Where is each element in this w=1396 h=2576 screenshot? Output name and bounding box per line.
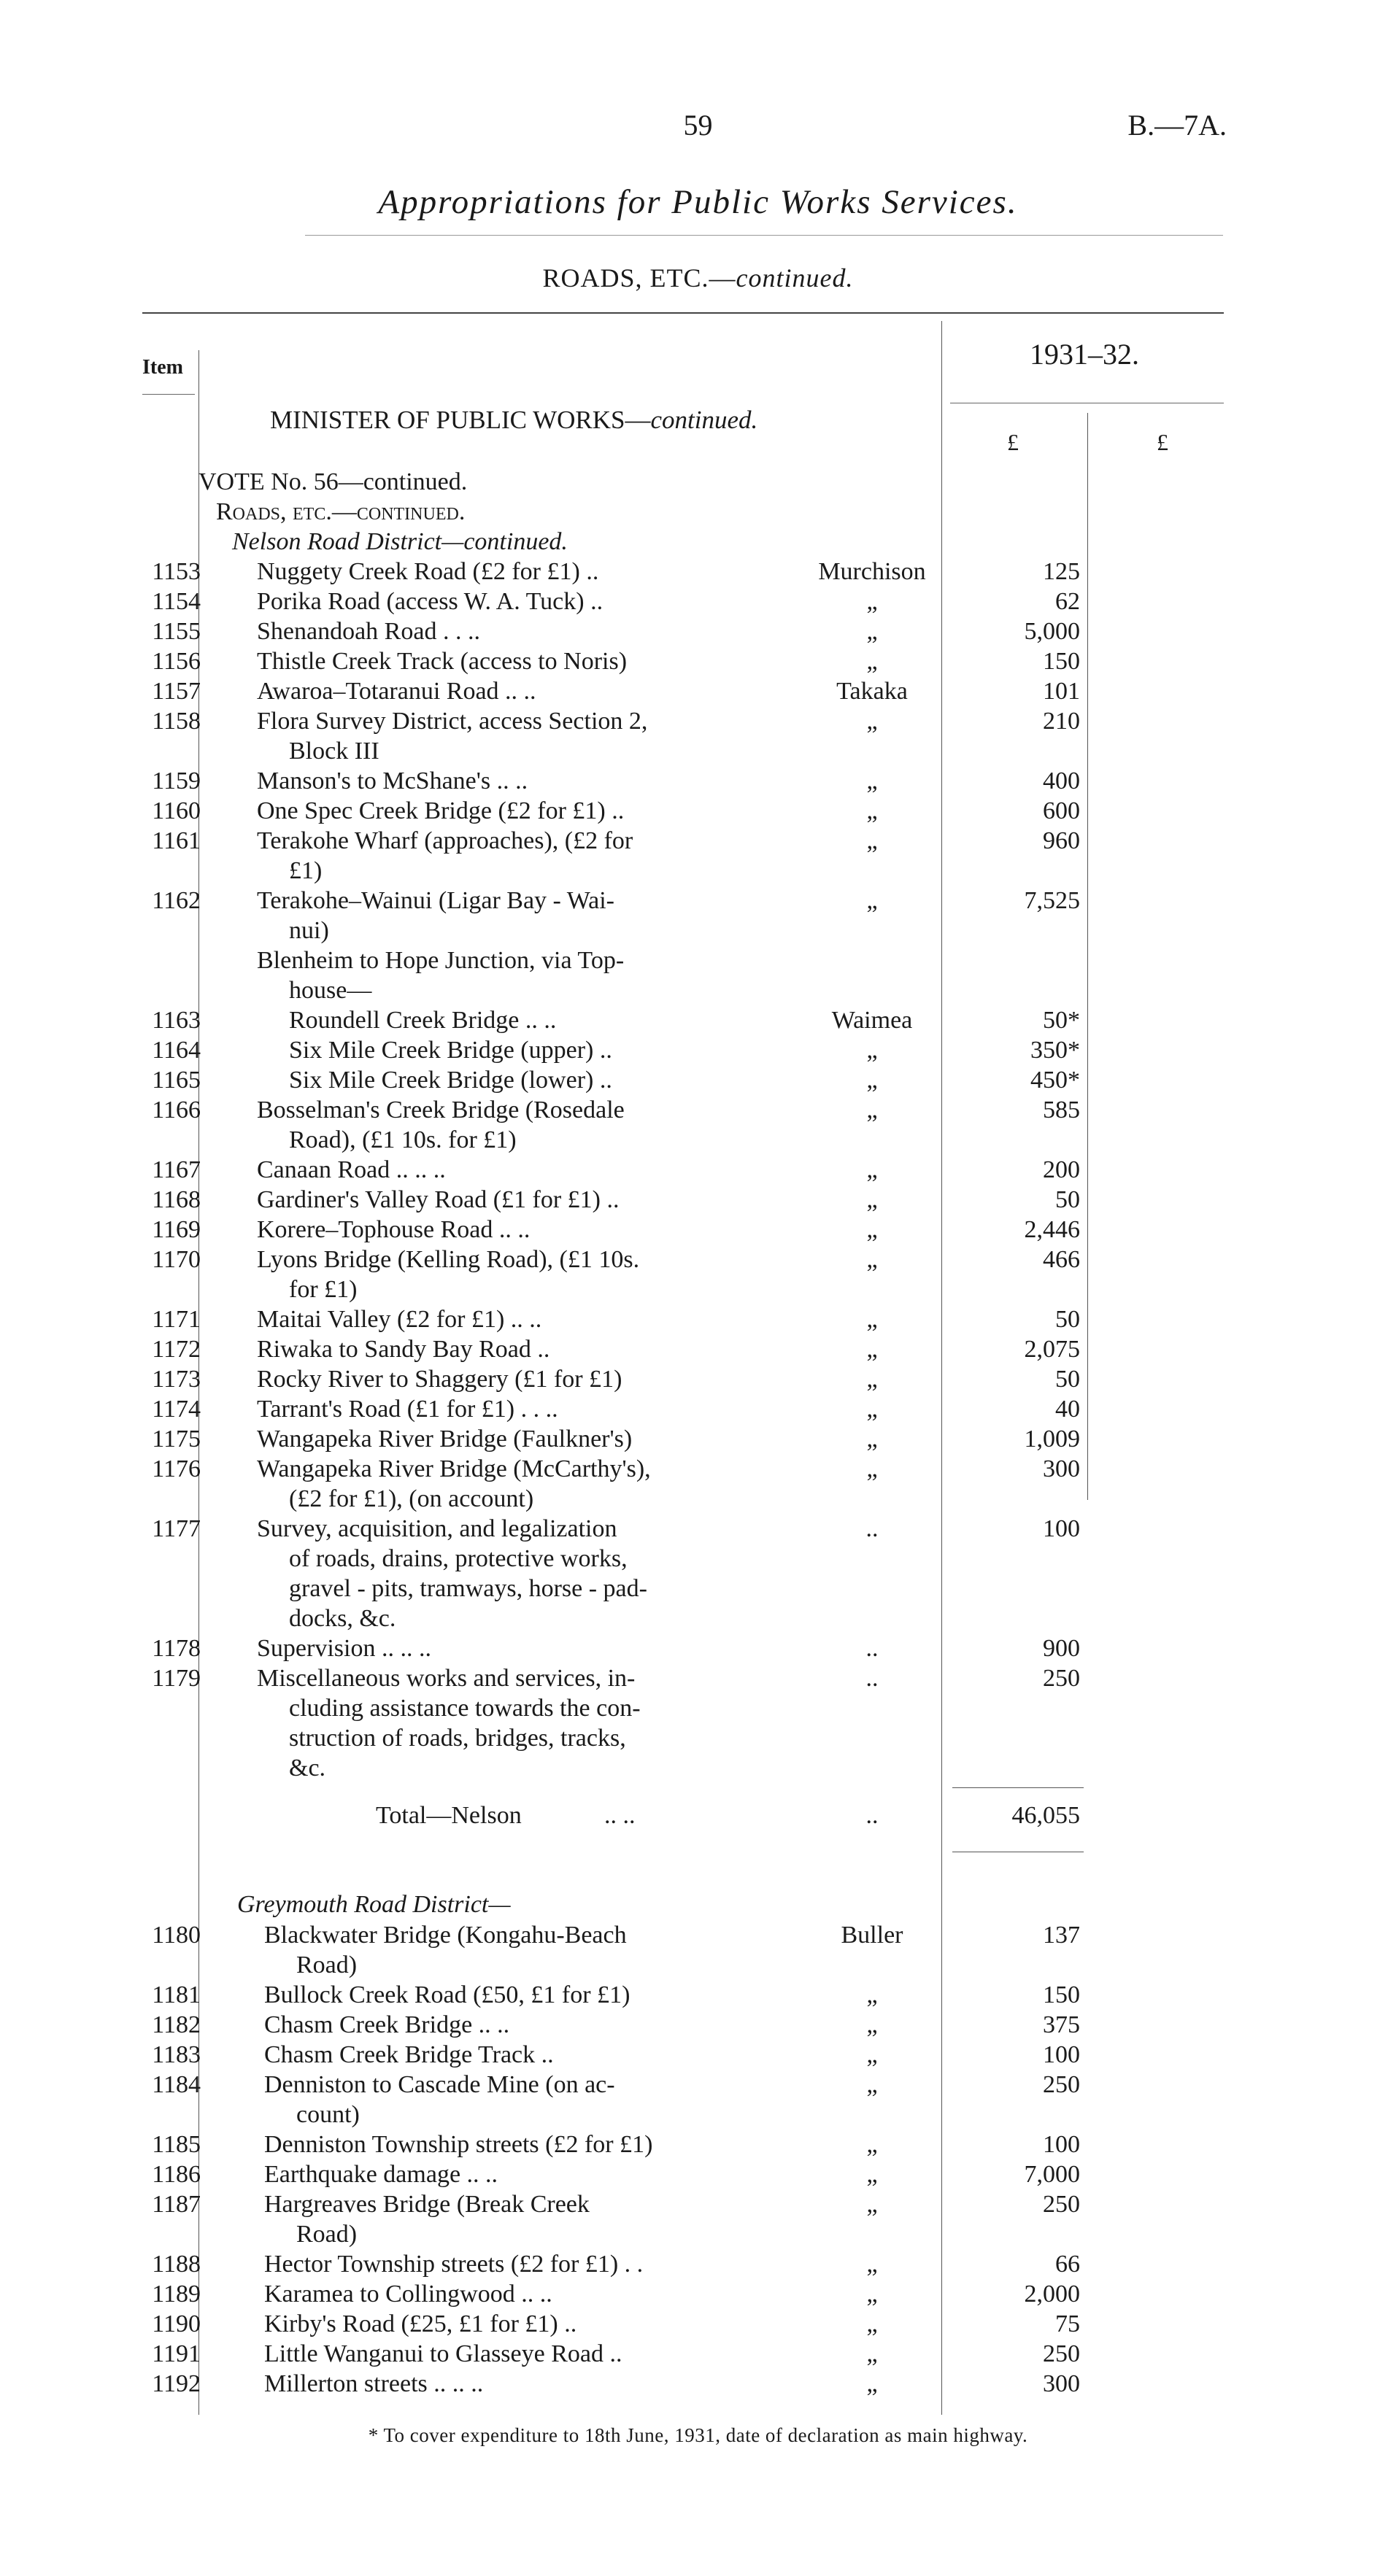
item-location: „ <box>866 767 878 794</box>
item-description: Wangapeka River Bridge (Faulkner's) <box>257 1426 633 1453</box>
minister-italic: continued. <box>650 406 758 434</box>
total-amount: 46,055 <box>1011 1802 1080 1829</box>
item-number: 1176 <box>152 1455 201 1482</box>
item-description: Supervision .. .. .. <box>257 1635 431 1662</box>
item-location: Takaka <box>836 678 908 705</box>
item-location: „ <box>866 1366 878 1393</box>
item-description: of roads, drains, protective works, <box>289 1545 628 1572</box>
item-description: Shenandoah Road . . .. <box>257 618 480 645</box>
item-amount: 2,446 <box>1024 1216 1080 1243</box>
item-number: 1161 <box>152 827 201 854</box>
item-location: „ <box>866 1216 878 1243</box>
item-location: „ <box>866 1186 878 1213</box>
item-description: Six Mile Creek Bridge (lower) .. <box>289 1067 612 1094</box>
subtitle-italic: continued. <box>736 263 854 293</box>
item-amount: 600 <box>1043 797 1080 824</box>
item-amount: 350* <box>1030 1037 1080 1064</box>
item-location: .. <box>865 1515 879 1542</box>
item-amount: 100 <box>1043 2131 1080 2158</box>
item-description: Blenheim to Hope Junction, via Top- <box>257 947 625 974</box>
item-description: Flora Survey District, access Section 2, <box>257 708 648 735</box>
item-description: nui) <box>289 917 329 944</box>
item-number: 1188 <box>152 2251 201 2278</box>
item-location: „ <box>866 1336 878 1363</box>
item-description: Terakohe Wharf (approaches), (£2 for <box>257 827 633 854</box>
item-column-header: Item <box>142 356 183 379</box>
item-location: „ <box>866 1096 878 1123</box>
item-amount: 2,075 <box>1024 1336 1080 1363</box>
item-location: „ <box>866 648 878 675</box>
item-description: Road), (£1 10s. for £1) <box>289 1126 517 1153</box>
item-amount: 585 <box>1043 1096 1080 1123</box>
item-number: 1156 <box>152 648 201 675</box>
item-description: house— <box>289 977 372 1004</box>
item-amount: 450* <box>1030 1067 1080 1094</box>
document-reference: B.—7A. <box>1127 109 1227 142</box>
currency-label-col2: £ <box>1157 429 1168 455</box>
item-location: „ <box>866 2131 878 2158</box>
item-amount: 40 <box>1055 1396 1080 1423</box>
item-description: Road) <box>296 2221 358 2248</box>
item-description: struction of roads, bridges, tracks, <box>289 1725 626 1752</box>
item-number: 1168 <box>152 1186 201 1213</box>
item-description: Lyons Bridge (Kelling Road), (£1 10s. <box>257 1246 640 1273</box>
item-location: „ <box>866 1156 878 1183</box>
item-amount: 50* <box>1043 1007 1080 1034</box>
district-heading-greymouth: Greymouth Road District— <box>237 1891 511 1918</box>
item-number: 1162 <box>152 887 201 914</box>
item-number: 1158 <box>152 708 201 735</box>
item-amount: 250 <box>1043 1665 1080 1692</box>
item-number: 1159 <box>152 767 201 794</box>
item-location: „ <box>866 2340 878 2367</box>
page-number: 59 <box>683 109 713 142</box>
total-location: .. <box>865 1802 879 1829</box>
item-description: Korere–Tophouse Road .. .. <box>257 1216 531 1243</box>
item-amount: 50 <box>1055 1306 1080 1333</box>
item-number: 1153 <box>152 558 201 585</box>
item-description: Earthquake damage .. .. <box>264 2161 498 2188</box>
item-description: Millerton streets .. .. .. <box>264 2370 484 2397</box>
minister-heading <box>270 406 757 435</box>
item-description: Roundell Creek Bridge .. .. <box>289 1007 557 1034</box>
item-amount: 7,000 <box>1024 2161 1080 2188</box>
item-location: „ <box>866 618 878 645</box>
year-column-header: 1931–32. <box>1030 338 1139 371</box>
subtitle-main: ROADS, ETC.— <box>542 263 736 293</box>
item-amount: 250 <box>1043 2191 1080 2218</box>
item-location: „ <box>866 1396 878 1423</box>
item-amount: 2,000 <box>1024 2281 1080 2308</box>
item-amount: 900 <box>1043 1635 1080 1662</box>
item-description: Riwaka to Sandy Bay Road .. <box>257 1336 550 1363</box>
item-number: 1181 <box>152 1981 201 2008</box>
item-location: „ <box>866 1067 878 1094</box>
item-amount: 466 <box>1043 1246 1080 1273</box>
item-location: „ <box>866 2161 878 2188</box>
item-number: 1166 <box>152 1096 201 1123</box>
item-amount: 200 <box>1043 1156 1080 1183</box>
item-description: for £1) <box>289 1276 358 1303</box>
item-location: .. <box>865 1635 879 1662</box>
item-number: 1171 <box>152 1306 201 1333</box>
item-description: Survey, acquisition, and legalization <box>257 1515 617 1542</box>
item-number: 1192 <box>152 2370 201 2397</box>
footnote: * To cover expenditure to 18th June, 1931, date of declaration as main highway. <box>368 2424 1028 2446</box>
item-amount: 150 <box>1043 648 1080 675</box>
title-rule <box>305 235 1223 236</box>
item-amount: 300 <box>1043 2370 1080 2397</box>
item-description: Chasm Creek Bridge .. .. <box>264 2011 510 2038</box>
item-location: Murchison <box>818 558 926 585</box>
vote-heading: VOTE No. 56—continued. <box>198 468 468 495</box>
item-amount: 100 <box>1043 1515 1080 1542</box>
item-location: „ <box>866 2310 878 2337</box>
item-amount: 250 <box>1043 2340 1080 2367</box>
district-heading-nelson: Nelson Road District—continued. <box>232 528 568 555</box>
item-location: „ <box>866 2011 878 2038</box>
total-top-rule <box>952 1787 1084 1788</box>
item-number: 1174 <box>152 1396 201 1423</box>
item-location: „ <box>866 2370 878 2397</box>
item-description: Chasm Creek Bridge Track .. <box>264 2041 554 2068</box>
item-amount: 137 <box>1043 1922 1080 1949</box>
item-number: 1184 <box>152 2071 201 2098</box>
item-amount: 62 <box>1055 588 1080 615</box>
item-location: „ <box>866 1455 878 1482</box>
item-number: 1187 <box>152 2191 201 2218</box>
currency-label-col1: £ <box>1007 429 1019 455</box>
item-amount: 300 <box>1043 1455 1080 1482</box>
item-amount: 960 <box>1043 827 1080 854</box>
item-description: Bullock Creek Road (£50, £1 for £1) <box>264 1981 630 2008</box>
item-number: 1157 <box>152 678 201 705</box>
item-description: Maitai Valley (£2 for £1) .. .. <box>257 1306 542 1333</box>
item-description: Block III <box>289 738 379 765</box>
item-location: „ <box>866 887 878 914</box>
minister-main: MINISTER OF PUBLIC WORKS— <box>270 406 651 434</box>
item-amount: 50 <box>1055 1186 1080 1213</box>
item-description: docks, &c. <box>289 1605 396 1632</box>
item-description: Road) <box>296 1952 358 1979</box>
item-description: Thistle Creek Track (access to Noris) <box>257 648 628 675</box>
item-location: „ <box>866 1037 878 1064</box>
item-location: „ <box>866 1426 878 1453</box>
item-amount: 101 <box>1043 678 1080 705</box>
item-location: „ <box>866 588 878 615</box>
item-number: 1160 <box>152 797 201 824</box>
item-header-rule <box>142 394 195 395</box>
item-description: cluding assistance towards the con- <box>289 1695 641 1722</box>
item-description: Canaan Road .. .. .. <box>257 1156 446 1183</box>
roads-heading: Roads, etc.—continued. <box>216 498 466 525</box>
item-description: Little Wanganui to Glasseye Road .. <box>264 2340 622 2367</box>
item-amount: 400 <box>1043 767 1080 794</box>
item-description: Rocky River to Shaggery (£1 for £1) <box>257 1366 622 1393</box>
item-number: 1177 <box>152 1515 201 1542</box>
item-location: „ <box>866 2191 878 2218</box>
item-location: .. <box>865 1665 879 1692</box>
item-number: 1155 <box>152 618 201 645</box>
item-amount: 210 <box>1043 708 1080 735</box>
total-label: Total—Nelson <box>376 1802 522 1829</box>
item-location: „ <box>866 2251 878 2278</box>
item-number: 1163 <box>152 1007 201 1034</box>
item-number: 1180 <box>152 1922 201 1949</box>
item-number: 1178 <box>152 1635 201 1662</box>
item-amount: 150 <box>1043 1981 1080 2008</box>
item-number: 1190 <box>152 2310 201 2337</box>
item-description: £1) <box>289 857 323 884</box>
item-location: „ <box>866 797 878 824</box>
item-location: Buller <box>841 1922 903 1949</box>
page-title: Appropriations for Public Works Services. <box>378 183 1018 221</box>
item-number: 1164 <box>152 1037 201 1064</box>
item-description: Wangapeka River Bridge (McCarthy's), <box>257 1455 651 1482</box>
item-number: 1179 <box>152 1665 201 1692</box>
item-number: 1185 <box>152 2131 201 2158</box>
item-number: 1167 <box>152 1156 201 1183</box>
item-location: „ <box>866 2281 878 2308</box>
item-number: 1169 <box>152 1216 201 1243</box>
item-number: 1154 <box>152 588 201 615</box>
item-amount: 250 <box>1043 2071 1080 2098</box>
item-description: Six Mile Creek Bridge (upper) .. <box>289 1037 612 1064</box>
item-location: „ <box>866 1246 878 1273</box>
item-description: Denniston Township streets (£2 for £1) <box>264 2131 653 2158</box>
item-description: Terakohe–Wainui (Ligar Bay - Wai- <box>257 887 614 914</box>
item-description: One Spec Creek Bridge (£2 for £1) .. <box>257 797 625 824</box>
item-number: 1173 <box>152 1366 201 1393</box>
item-location: „ <box>866 1306 878 1333</box>
item-amount: 100 <box>1043 2041 1080 2068</box>
item-number: 1186 <box>152 2161 201 2188</box>
item-description: Blackwater Bridge (Kongahu-Beach <box>264 1922 627 1949</box>
item-description: Tarrant's Road (£1 for £1) . . .. <box>257 1396 558 1423</box>
item-description: Nuggety Creek Road (£2 for £1) .. <box>257 558 599 585</box>
amount-column-rule <box>1087 413 1088 1500</box>
item-location: „ <box>866 2071 878 2098</box>
item-description: Miscellaneous works and services, in- <box>257 1665 636 1692</box>
item-description: Porika Road (access W. A. Tuck) .. <box>257 588 603 615</box>
item-description: Hargreaves Bridge (Break Creek <box>264 2191 590 2218</box>
item-description: Bosselman's Creek Bridge (Rosedale <box>257 1096 625 1123</box>
item-location: „ <box>866 2041 878 2068</box>
table-top-rule <box>142 312 1224 314</box>
item-description: Karamea to Collingwood .. .. <box>264 2281 552 2308</box>
item-amount: 75 <box>1055 2310 1080 2337</box>
item-amount: 375 <box>1043 2011 1080 2038</box>
item-number: 1175 <box>152 1426 201 1453</box>
item-description: Manson's to McShane's .. .. <box>257 767 528 794</box>
item-description: Denniston to Cascade Mine (on ac- <box>264 2071 615 2098</box>
item-description: Gardiner's Valley Road (£1 for £1) .. <box>257 1186 620 1213</box>
item-description: &c. <box>289 1755 326 1782</box>
item-description: count) <box>296 2101 360 2128</box>
item-amount: 7,525 <box>1024 887 1080 914</box>
item-amount: 5,000 <box>1024 618 1080 645</box>
item-description: Awaroa–Totaranui Road .. .. <box>257 678 536 705</box>
item-description: gravel - pits, tramways, horse - pad- <box>289 1575 647 1602</box>
item-location: „ <box>866 1981 878 2008</box>
item-number: 1172 <box>152 1336 201 1363</box>
item-location: „ <box>866 827 878 854</box>
total-dots: .. .. <box>604 1802 636 1829</box>
item-amount: 1,009 <box>1024 1426 1080 1453</box>
item-number: 1165 <box>152 1067 201 1094</box>
item-amount: 66 <box>1055 2251 1080 2278</box>
item-number: 1191 <box>152 2340 201 2367</box>
item-description: (£2 for £1), (on account) <box>289 1485 534 1512</box>
item-location: „ <box>866 708 878 735</box>
item-number: 1170 <box>152 1246 201 1273</box>
item-amount: 50 <box>1055 1366 1080 1393</box>
item-number: 1182 <box>152 2011 201 2038</box>
item-number: 1183 <box>152 2041 201 2068</box>
item-amount: 125 <box>1043 558 1080 585</box>
item-location: Waimea <box>831 1007 913 1034</box>
section-subtitle <box>0 263 1396 293</box>
item-description: Kirby's Road (£25, £1 for £1) .. <box>264 2310 577 2337</box>
item-description: Hector Township streets (£2 for £1) . . <box>264 2251 644 2278</box>
item-number: 1189 <box>152 2281 201 2308</box>
